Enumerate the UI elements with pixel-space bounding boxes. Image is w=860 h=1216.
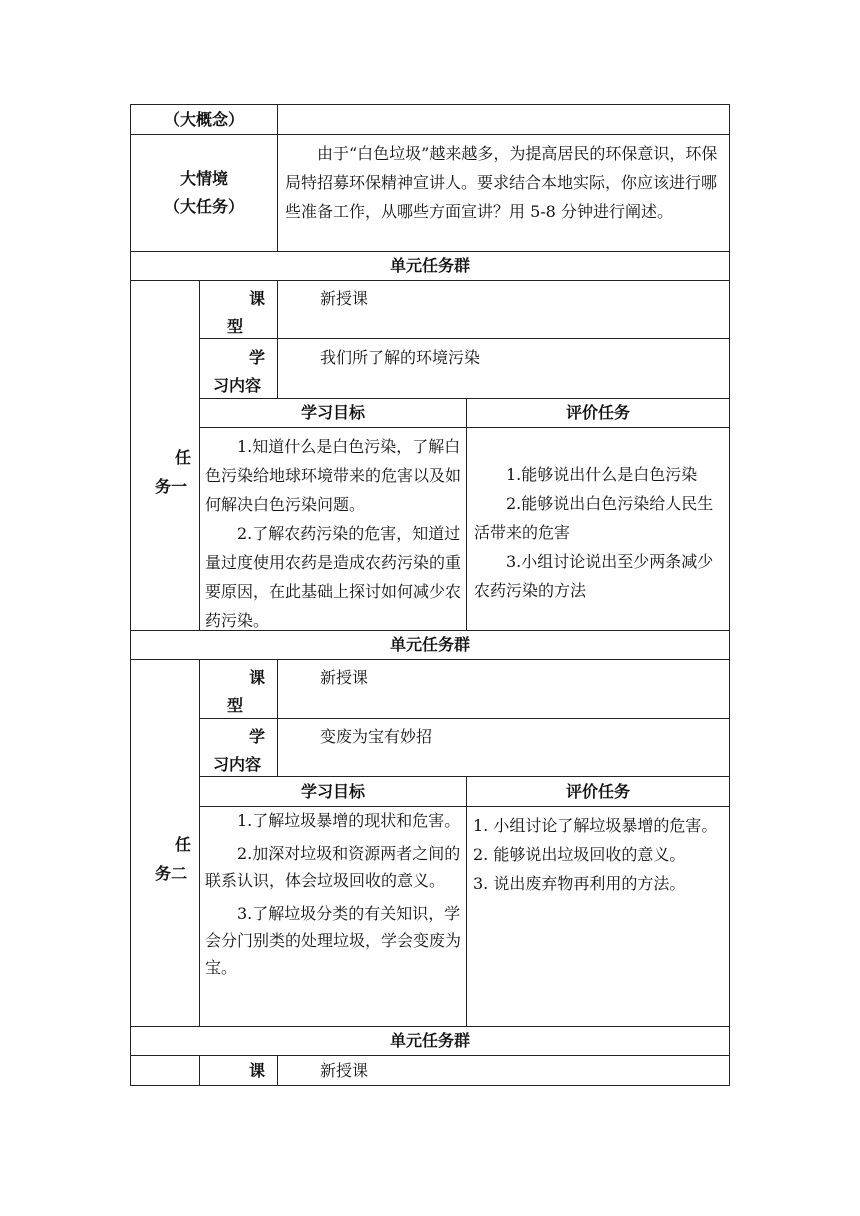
task2-type-value: 新授课 [320, 668, 369, 687]
task2-type-label [200, 664, 277, 720]
task1-content-value: 我们所了解的环境污染 [320, 348, 481, 367]
task1-eval-3: 3.小组讨论说出至少两条减少农药污染的方法 [474, 552, 714, 600]
concept-content [278, 105, 729, 134]
task1-type-value: 新授课 [320, 289, 369, 308]
task1-content-label [200, 344, 277, 400]
task1-eval-2: 2.能够说出白色污染给人民生活带来的危害 [474, 494, 714, 542]
task1-goal-2: 2.了解农药污染的危害，知道过量过度使用农药是造成农药污染的重要原因，在此基础上探讨如何减少农药污染。 [205, 524, 462, 630]
scenario-label-line2: （大任务） [163, 197, 244, 216]
task2-eval-1: 1. 小组讨论了解垃圾暴增的危害。 [473, 816, 718, 835]
scenario-label-line1: 大情境 [179, 169, 228, 188]
task2-content-label [200, 723, 277, 779]
task1-type-label-line2: 型 [227, 317, 244, 336]
task2-goal-2: 2.加深对垃圾和资源两者之间的联系认识，体会垃圾回收的意义。 [205, 844, 461, 890]
task2-name [131, 830, 199, 888]
unit-plan-table [130, 104, 730, 1086]
task2-name-line1: 任 [174, 835, 191, 854]
task2-evals [473, 811, 723, 898]
task1-evals [474, 460, 724, 605]
task1-goals [205, 432, 463, 635]
task1-goal-1: 1.知道什么是白色污染，了解白色污染给地球环境带来的危害以及如何解决白色污染问题。 [205, 437, 462, 514]
scenario-text: 由于“白色垃圾”越来越多，为提高居民的环保意识，环保局特招募环保精神宣讲人。要求结合本地实际，你应该进行哪些准备工作，从哪些方面宣讲？用 5-8 分钟进行阐述。 [285, 144, 718, 221]
task1-eval-1: 1.能够说出什么是白色污染 [506, 465, 698, 484]
task2-goals-header: 学习目标 [300, 782, 365, 801]
group-header-3: 单元任务群 [389, 1031, 470, 1050]
task3-type-label-line1: 课 [248, 1061, 265, 1080]
scenario-label [131, 165, 277, 221]
task1-goals-header: 学习目标 [300, 403, 365, 422]
task2-content-label-line2: 习内容 [213, 755, 262, 774]
task1-name-line2: 务一 [154, 477, 187, 496]
task2-goal-3: 3.了解垃圾分类的有关知识，学会分门别类的处理垃圾，学会变废为宝。 [205, 904, 462, 977]
task1-eval-header: 评价任务 [565, 403, 630, 422]
task2-content-label-line1: 学 [248, 727, 265, 746]
task2-eval-2: 2. 能够说出垃圾回收的意义。 [473, 845, 686, 864]
task2-type-label-line1: 课 [248, 668, 265, 687]
task2-eval-header: 评价任务 [565, 782, 630, 801]
task2-content-value: 变废为宝有妙招 [320, 727, 433, 746]
task3-type-label [200, 1057, 277, 1085]
task3-type-value: 新授课 [320, 1061, 369, 1080]
task1-name-line1: 任 [174, 448, 191, 467]
task1-name [131, 443, 199, 501]
task2-goal-1: 1.了解垃圾暴增的现状和危害。 [237, 811, 461, 830]
task2-type-label-line2: 型 [227, 696, 244, 715]
task1-type-label-line1: 课 [248, 289, 265, 308]
concept-label: （大概念） [163, 110, 244, 129]
group-header-1: 单元任务群 [389, 256, 470, 275]
task1-content-label-line2: 习内容 [213, 376, 262, 395]
task1-content-label-line1: 学 [248, 348, 265, 367]
task2-name-line2: 务二 [154, 864, 187, 883]
group-header-2: 单元任务群 [389, 635, 470, 654]
task1-type-label [200, 285, 277, 341]
task2-eval-3: 3. 说出废弃物再利用的方法。 [473, 874, 686, 893]
task2-goals [205, 807, 463, 981]
